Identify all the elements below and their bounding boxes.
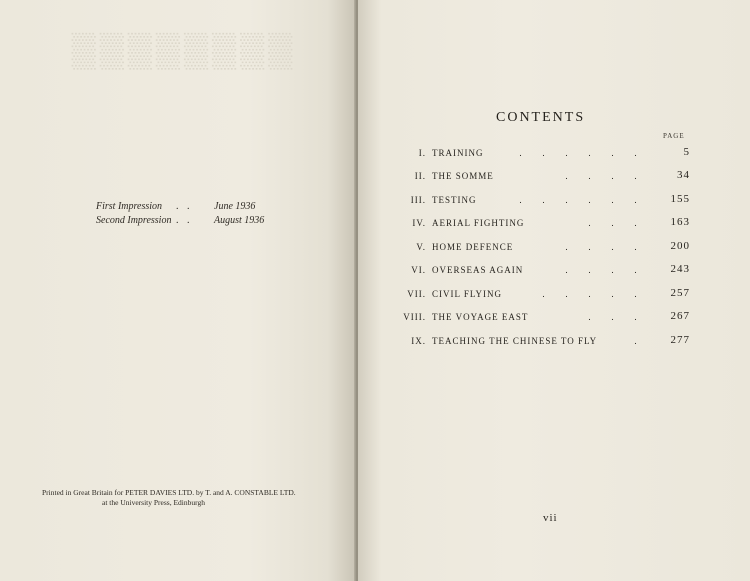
contents-title: CONTENTS — [496, 110, 586, 125]
impression-dots: . . — [176, 215, 193, 226]
impressions-block — [96, 200, 276, 228]
toc-chapter-title: TEACHING THE CHINESE TO FLY — [432, 336, 598, 346]
toc-chapter-title: CIVIL FLYING — [432, 289, 503, 299]
toc-page-number: 200 — [670, 240, 690, 252]
toc-entry — [380, 195, 700, 211]
toc-chapter-number: V. — [416, 242, 426, 252]
page-folio: vii — [543, 512, 558, 524]
toc-entry — [380, 171, 700, 187]
impression-date: August 1936 — [214, 215, 265, 226]
toc-page-number: 243 — [670, 263, 690, 275]
printer-line-2: at the University Press, Edinburgh — [102, 498, 205, 507]
toc-chapter-number: II. — [414, 171, 426, 181]
toc-leader-dots: . . . . — [565, 171, 637, 181]
toc-leader-dots: . . . . — [565, 242, 637, 252]
toc-chapter-number: III. — [410, 195, 426, 205]
toc-entry — [380, 312, 700, 328]
toc-chapter-number: VIII. — [403, 312, 426, 322]
toc-chapter-title: AERIAL FIGHTING — [432, 218, 525, 228]
toc-page-number: 257 — [670, 287, 690, 299]
printer-line-1: Printed in Great Britain for PETER DAVIES LTD. by T. and A. CONSTABLE LTD. — [42, 488, 296, 497]
toc-chapter-number: VI. — [411, 265, 426, 275]
toc-chapter-number: I. — [418, 148, 426, 158]
impression-label: First Impression — [96, 201, 163, 212]
toc-leader-dots: . . . . . — [542, 289, 637, 299]
toc-entry — [380, 148, 700, 164]
toc-leader-dots: . . . . — [565, 265, 637, 275]
impression-row — [96, 214, 276, 228]
toc-chapter-title: TESTING — [432, 195, 477, 205]
table-of-contents — [380, 144, 700, 354]
toc-leader-dots: . . . . . . — [519, 148, 637, 158]
toc-page-number: 267 — [670, 310, 690, 322]
impression-date: June 1936 — [214, 201, 256, 212]
toc-entry — [380, 336, 700, 352]
toc-entry — [380, 265, 700, 281]
toc-page-number: 163 — [670, 216, 690, 228]
toc-page-number: 277 — [670, 334, 690, 346]
toc-chapter-number: IX. — [411, 336, 426, 346]
impression-label: Second Impression — [96, 215, 172, 226]
toc-chapter-title: OVERSEAS AGAIN — [432, 265, 524, 275]
toc-entry — [380, 289, 700, 305]
toc-entry — [380, 242, 700, 258]
show-through-text: ▒▒▒▒▒▒▒▒ — [67, 32, 293, 69]
toc-chapter-title: TRAINING — [432, 148, 484, 158]
toc-page-number: 5 — [683, 146, 690, 158]
toc-chapter-title: THE SOMME — [432, 171, 494, 181]
toc-page-number: 34 — [677, 169, 690, 181]
page-column-heading: PAGE — [663, 132, 685, 140]
toc-chapter-title: THE VOYAGE EAST — [432, 312, 529, 322]
impression-row — [96, 200, 276, 214]
toc-chapter-title: HOME DEFENCE — [432, 242, 514, 252]
toc-page-number: 155 — [670, 193, 690, 205]
toc-leader-dots: . . . . . . — [519, 195, 637, 205]
toc-entry — [380, 218, 700, 234]
toc-leader-dots: . . . — [588, 312, 637, 322]
toc-leader-dots: . . . — [588, 218, 637, 228]
toc-chapter-number: IV. — [412, 218, 426, 228]
printer-imprint — [42, 488, 342, 508]
toc-chapter-number: VII. — [407, 289, 426, 299]
impression-dots: . . — [176, 201, 193, 212]
toc-leader-dots: . — [634, 336, 637, 346]
